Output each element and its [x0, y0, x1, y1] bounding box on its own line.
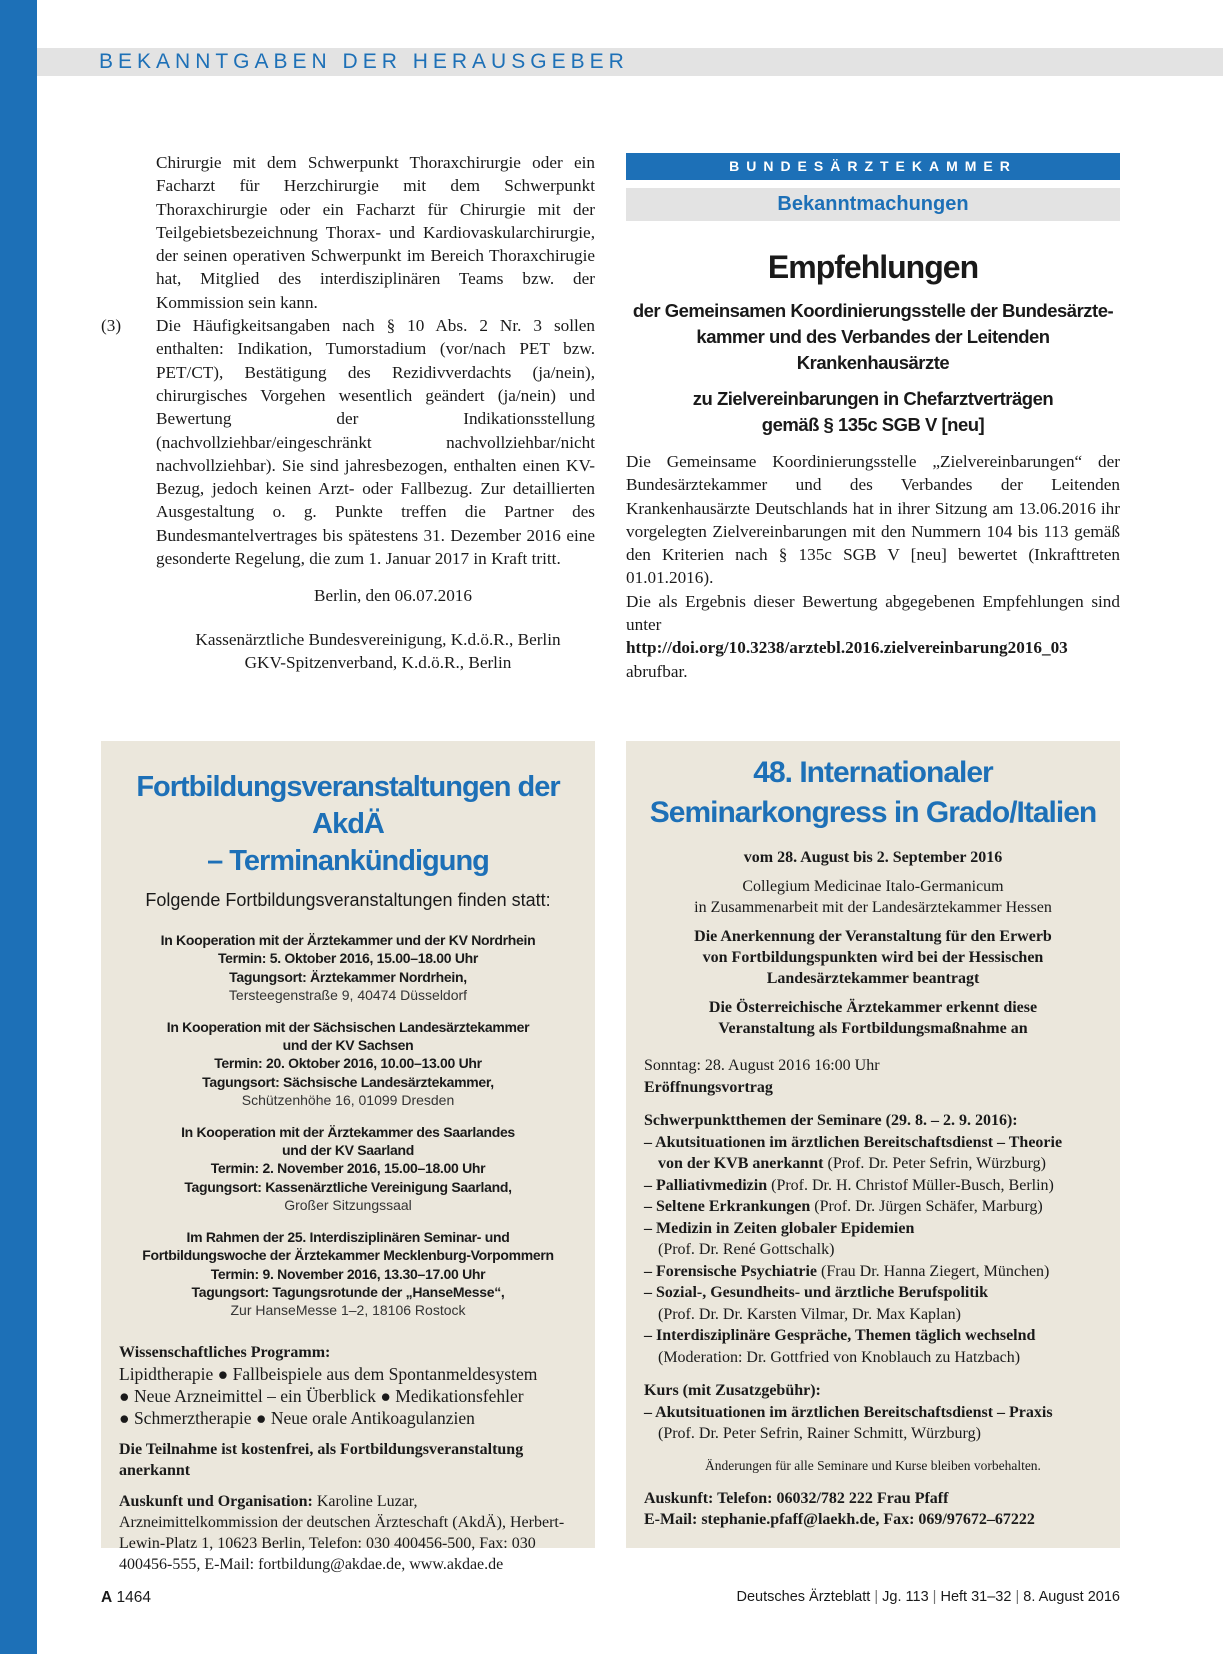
signatory-gkv: GKV-Spitzenverband, K.d.ö.R., Berlin — [244, 652, 512, 672]
numbered-item — [101, 314, 595, 570]
contact-text: Karoline Luzar, Arzneimittelkommission der deutschen Ärzteschaft (AkdÄ), Herbert-Lewin-Platz 1, 10623 Berlin, Telefon: 030 400456-500, Fax: 030 400456-555, E-Mail: fortbildung@akdae.de, www.akdae.de — [119, 1492, 565, 1573]
topic-item — [644, 1218, 1102, 1240]
event-line: In Kooperation mit der Sächsischen Landesärztekammer — [166, 1018, 530, 1035]
item-text: Die Häufigkeitsangaben nach § 10 Abs. 2 Nr. 3 sollen enthalten: Indikation, Tumorstadium (vor/nach PET bzw. PET/CT), Bestätigung des Rezidivverdachts (ja/nein), chirurgisches Vorgehen wesentlich geändert (ja/nein) und Bewertung der Indikationsstellung (nachvollziehbar/eingeschränkt nachvollziehbar/nicht nachvollziehbar). Sie sind jahresbezogen, enthalten einen KV-Bezug, jedoch keinen Arzt- oder Fallbezug. Zur detaillierten Ausgestaltung o. g. Punkte treffen die Partner des Bundesmantelvertrages bis spätestens 31. Dezember 2016 eine gesonderte Regelung, die zum 1. Januar 2017 in Kraft tritt. — [156, 316, 595, 569]
topic-title: – Forensische Psychiatrie — [644, 1262, 818, 1280]
topic-item — [644, 1175, 1102, 1197]
journal-info: Deutsches Ärzteblatt | Jg. 113 | Heft 31–32 | 8. August 2016 — [736, 1589, 1120, 1605]
event-item — [101, 1123, 595, 1215]
box-title — [101, 769, 595, 880]
free-notice: Die Teilnahme ist kostenfrei, als Fortbildungsveranstaltung anerkannt — [119, 1440, 524, 1479]
contact-phone: Auskunft: Telefon: 06032/782 222 Frau Pfaff — [644, 1489, 949, 1507]
topic-title: – Interdisziplinäre Gespräche, Themen täglich wechselnd — [644, 1327, 1036, 1344]
subtitle-line: der Gemeinsamen Koordinierungsstelle der Bundesärzte- — [632, 300, 1114, 321]
topic-speaker: (Prof. Dr. René Gottschalk) — [658, 1241, 835, 1258]
austria-line: Die Österreichische Ärztekammer erkennt diese — [708, 999, 1038, 1016]
topics-label: Schwerpunktthemen der Seminare (29. 8. – 2. 9. 2016): — [644, 1112, 1018, 1129]
event-line: In Kooperation mit der Ärztekammer des Saarlandes — [181, 1123, 515, 1140]
program-topics — [119, 1363, 577, 1429]
box-title-line: Fortbildungsveranstaltungen der AkdÄ — [136, 771, 560, 840]
event-address: Tersteegenstraße 9, 40474 Düsseldorf — [228, 987, 468, 1004]
event-date: Termin: 9. November 2016, 13.30–17.00 Uhr — [210, 1265, 486, 1282]
topic-title: – Medizin in Zeiten globaler Epidemien — [644, 1219, 915, 1237]
page-number — [101, 1589, 151, 1607]
topic-line: ● Neue Arzneimittel – ein Überblick ● Medikationsfehler — [119, 1385, 524, 1406]
continuation-paragraph: Chirurgie mit dem Schwerpunkt Thoraxchirurgie oder ein Facharzt für Herzchirurgie mit dem Schwerpunkt Thoraxchirurgie oder ein Facharzt für Chirurgie mit der Teilgebietsbezeichnung Thorax- und Kardiovaskularchirurgie, der seinen operativen Schwerpunkt im Bereich Thoraxchirugie hat, Mitglied des interdisziplinären Teams bzw. der Kommission sein kann. — [156, 153, 595, 312]
course-section — [626, 1380, 1120, 1445]
topic-speaker: (Prof. Dr. Peter Sefrin, Würzburg) — [823, 1155, 1046, 1172]
announcements-band: Bekanntmachungen — [626, 188, 1120, 221]
journal-name: Deutsches Ärzteblatt — [736, 1589, 871, 1605]
article-paragraph: Die als Ergebnis dieser Bewertung abgegebenen Empfehlungen sind unter — [626, 591, 1120, 635]
topic-speaker: (Prof. Dr. Dr. Karsten Vilmar, Dr. Max Kaplan) — [658, 1305, 961, 1323]
recognition-note — [626, 926, 1120, 989]
subtitle-line: kammer und des Verbandes der Leitenden Krankenhausärzte — [696, 326, 1050, 373]
austria-line: Veranstaltung als Fortbildungsmaßnahme an — [718, 1020, 1028, 1037]
article-subtitle — [626, 298, 1120, 376]
topics-section — [626, 1110, 1120, 1368]
event-date: Termin: 5. Oktober 2016, 15.00–18.00 Uhr — [217, 950, 479, 967]
page-prefix: A — [101, 1589, 113, 1606]
event-line: und der KV Sachsen — [282, 1037, 414, 1054]
event-item — [101, 1228, 595, 1320]
opening-title: Eröffnungsvortrag — [644, 1078, 773, 1096]
topic-item — [644, 1282, 1102, 1304]
contact-info — [119, 1491, 577, 1575]
akdae-box — [101, 741, 595, 1573]
contact-label: Auskunft und Organisation: — [119, 1492, 313, 1510]
recognition-line: Landesärztekammer beantragt — [766, 970, 980, 987]
recognition-line: von Fortbildungspunkten wird bei der Hessischen — [702, 949, 1044, 966]
bundesaerztekammer-band: BUNDESÄRZTEKAMMER — [626, 153, 1120, 180]
journal-volume: Jg. 113 — [882, 1589, 929, 1605]
event-item — [101, 931, 595, 1005]
item-number: (3) — [101, 316, 122, 336]
organizer — [626, 876, 1120, 918]
topic-item — [644, 1325, 1102, 1347]
topic-item — [644, 1132, 1102, 1154]
topic-title: von der KVB anerkannt — [658, 1155, 824, 1172]
grado-box — [626, 741, 1120, 1548]
box-intro: Folgende Fortbildungsveranstaltungen finden statt: — [145, 890, 551, 910]
topic-title: – Sozial-, Gesundheits- und ärztliche Berufspolitik — [644, 1284, 989, 1301]
event-venue: Tagungsort: Ärztekammer Nordrhein, — [229, 968, 467, 985]
topic-title: – Seltene Erkrankungen — [644, 1198, 811, 1215]
subtitle-line: gemäß § 135c SGB V [neu] — [761, 414, 985, 435]
event-address: Großer Sitzungssaal — [284, 1197, 412, 1214]
topic-speaker: (Frau Dr. Hanna Ziegert, München) — [817, 1262, 1050, 1280]
recognition-line: Die Anerkennung der Veranstaltung für den Erwerb — [694, 928, 1052, 945]
right-column — [626, 153, 1120, 683]
organizer-line: Collegium Medicinae Italo-Germanicum — [742, 878, 1004, 895]
page-number-value: 1464 — [116, 1589, 151, 1606]
box-title-line: – Terminankündigung — [207, 845, 489, 877]
changes-note: Änderungen für alle Seminare und Kurse bleiben vorbehalten. — [705, 1457, 1041, 1473]
topic-item — [644, 1196, 1102, 1218]
date-line: Berlin, den 06.07.2016 — [313, 586, 472, 606]
box-title-line: Seminarkongress in Grado/Italien — [649, 796, 1097, 829]
section-header — [37, 48, 1223, 76]
topic-item-cont — [644, 1153, 1102, 1175]
course-speakers: (Prof. Dr. Peter Sefrin, Rainer Schmitt, Würzburg) — [658, 1425, 981, 1442]
topic-speaker: (Prof. Dr. H. Christof Müller-Busch, Berlin) — [767, 1176, 1054, 1194]
topic-line: ● Schmerztherapie ● Neue orale Antikoagulanzien — [119, 1407, 475, 1428]
opening-section — [626, 1055, 1120, 1098]
topic-title: – Palliativmedizin — [644, 1176, 768, 1194]
event-venue: Tagungsort: Kassenärztliche Vereinigung Saarland, — [184, 1178, 512, 1195]
topic-speaker: (Prof. Dr. Jürgen Schäfer, Marburg) — [810, 1198, 1043, 1215]
article-paragraph-end: abrufbar. — [626, 661, 688, 681]
topic-line: Lipidtherapie ● Fallbeispiele aus dem Spontanmeldesystem — [119, 1363, 538, 1384]
program-section — [119, 1342, 577, 1575]
event-venue: Tagungsort: Sächsische Landesärztekammer, — [202, 1073, 494, 1090]
article-title: Empfehlungen — [767, 249, 979, 285]
course-label: Kurs (mit Zusatzgebühr): — [644, 1382, 821, 1399]
event-line: und der KV Saarland — [282, 1142, 414, 1159]
journal-date: 8. August 2016 — [1023, 1589, 1120, 1605]
course-title: – Akutsituationen im ärztlichen Bereitschaftsdienst – Praxis — [644, 1403, 1053, 1421]
article-subtitle-2 — [626, 386, 1120, 438]
signatures — [101, 628, 595, 675]
opening-date: Sonntag: 28. August 2016 16:00 Uhr — [644, 1057, 880, 1074]
event-date: Termin: 20. Oktober 2016, 10.00–13.00 Uhr — [214, 1055, 482, 1072]
contact-section — [626, 1488, 1120, 1531]
topic-item — [644, 1261, 1102, 1283]
contact-email: E-Mail: stephanie.pfaff@laekh.de, Fax: 069/97672–67222 — [644, 1511, 1035, 1528]
subtitle-line: zu Zielvereinbarungen in Chefarztverträgen — [692, 388, 1054, 409]
event-address: Zur HanseMesse 1–2, 18106 Rostock — [230, 1302, 466, 1319]
journal-issue: Heft 31–32 — [940, 1589, 1012, 1605]
topic-speaker: (Moderation: Dr. Gottfried von Knoblauch zu Hatzbach) — [658, 1348, 1021, 1366]
event-line: In Kooperation mit der Ärztekammer und der KV Nordrhein — [160, 932, 536, 948]
austria-note — [626, 997, 1120, 1039]
box-title — [626, 753, 1120, 833]
topic-title: – Akutsituationen im ärztlichen Bereitschaftsdienst – Theorie — [644, 1133, 1063, 1151]
event-item — [101, 1018, 595, 1110]
organizer-line: in Zusammenarbeit mit der Landesärztekammer Hessen — [694, 899, 1052, 916]
event-line: Im Rahmen der 25. Interdisziplinären Seminar- und — [186, 1228, 510, 1245]
event-venue: Tagungsort: Tagungsrotunde der „HanseMesse“, — [191, 1283, 505, 1300]
event-line: Fortbildungswoche der Ärztekammer Mecklenburg-Vorpommern — [142, 1247, 554, 1264]
article-body — [626, 450, 1120, 683]
section-title: BEKANNTGABEN DER HERAUSGEBER — [99, 50, 629, 73]
event-date: Termin: 2. November 2016, 15.00–18.00 Uhr — [210, 1160, 486, 1177]
signatory-kbv: Kassenärztliche Bundesvereinigung, K.d.ö.R., Berlin — [195, 629, 561, 649]
event-address: Schützenhöhe 16, 01099 Dresden — [241, 1092, 455, 1109]
side-color-bar — [0, 0, 37, 1654]
article-paragraph: Die Gemeinsame Koordinierungsstelle „Zielvereinbarungen“ der Bundesärztekammer und des Verbandes der Leitenden Krankenhausärzte Deutschlands hat in ihrer Sitzung am 13.06.2016 ihr vorgelegten Zielvereinbarungen mit den Nummern 104 bis 113 gemäß den Kriterien nach § 135c SGB V [neu] bewertet (Inkrafttreten 01.01.2016). — [626, 452, 1120, 588]
program-label: Wissenschaftliches Programm: — [119, 1343, 331, 1361]
box-title-line: 48. Internationaler — [753, 756, 993, 789]
event-dates: vom 28. August bis 2. September 2016 — [743, 849, 1003, 866]
doi-link[interactable]: http://doi.org/10.3238/arztebl.2016.zielvereinbarung2016_03 — [626, 638, 1068, 658]
left-column — [101, 151, 595, 674]
